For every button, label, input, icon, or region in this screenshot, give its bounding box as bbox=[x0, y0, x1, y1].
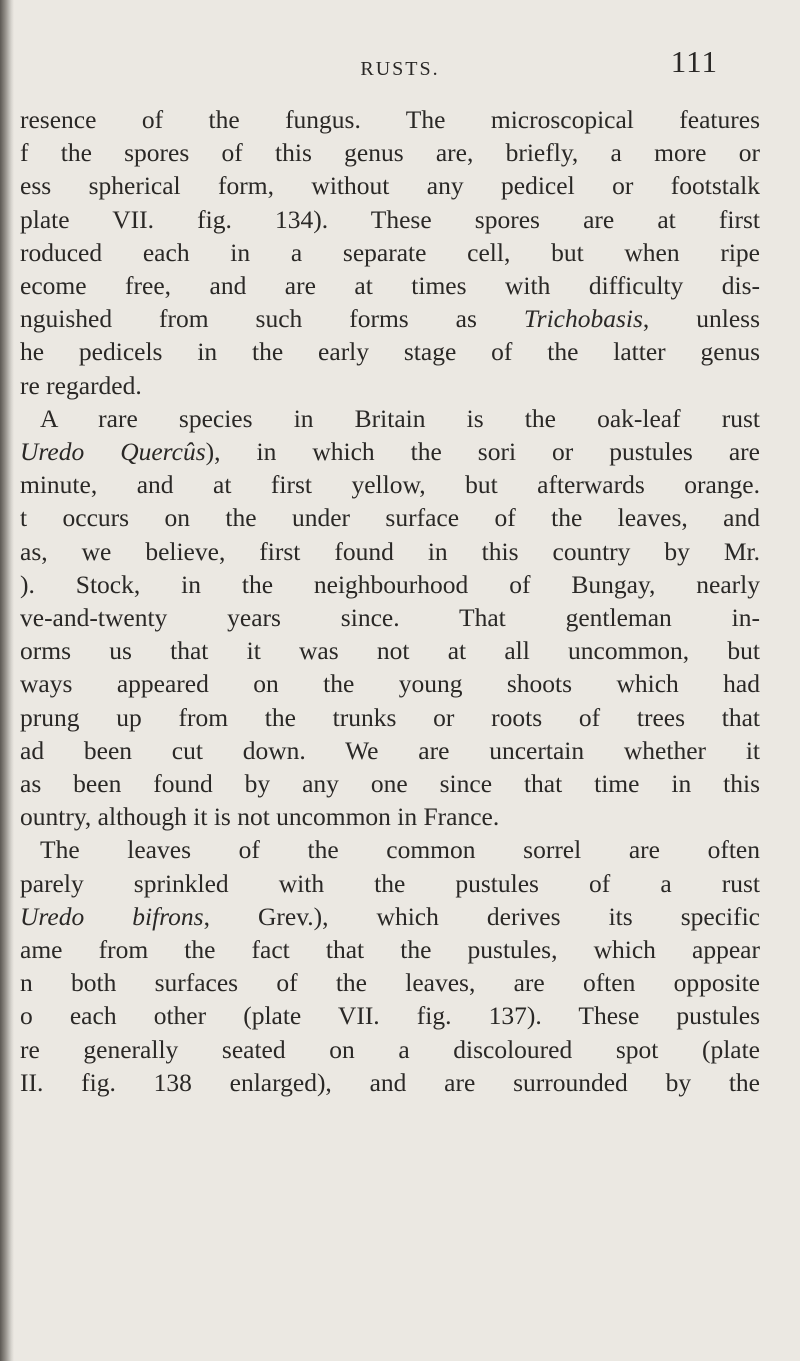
text-line: ). Stock, in the neighbourhood of Bungay, nearly bbox=[20, 569, 760, 599]
text-line: parely sprinkled with the pustules of a rust bbox=[20, 868, 760, 898]
text-line: he pedicels in the early stage of the latter genus bbox=[20, 337, 760, 367]
text-line: f the spores of this genus are, briefly, a more or bbox=[20, 138, 760, 168]
text-line: as been found by any one since that time in this bbox=[20, 769, 760, 799]
body-text bbox=[20, 103, 760, 1099]
text-line: plate VII. fig. 134). These spores are at first bbox=[20, 204, 760, 234]
text-line: as, we believe, first found in this country by Mr. bbox=[20, 536, 760, 566]
text-line: re generally seated on a discoloured spot (plate bbox=[20, 1034, 760, 1064]
text-line: ecome free, and are at times with difficulty dis- bbox=[20, 271, 760, 301]
text-line: minute, and at first yellow, but afterwards orange. bbox=[20, 470, 760, 500]
text-line: re regarded. bbox=[20, 370, 142, 400]
page-header bbox=[0, 44, 800, 90]
running-head: RUSTS. bbox=[360, 58, 440, 80]
text-line: ve-and-twenty years since. That gentleman in- bbox=[20, 603, 760, 633]
text-line: o each other (plate VII. fig. 137). These pustules bbox=[20, 1001, 760, 1031]
text-line: t occurs on the under surface of the leaves, and bbox=[20, 503, 760, 533]
text-line: orms us that it was not at all uncommon, but bbox=[20, 636, 760, 666]
text-line: ame from the fact that the pustules, which appear bbox=[20, 935, 760, 965]
text-line: resence of the fungus. The microscopical features bbox=[20, 105, 760, 134]
text-line: roduced each in a separate cell, but when ripe bbox=[20, 237, 760, 267]
text-line: ways appeared on the young shoots which had bbox=[20, 669, 760, 699]
text-line: prung up from the trunks or roots of trees that bbox=[20, 702, 760, 732]
text-line: ad been cut down. We are uncertain whether it bbox=[20, 735, 760, 765]
page-number: 111 bbox=[670, 44, 718, 79]
text-line: Uredo Quercûs), in which the sori or pustules are bbox=[20, 437, 760, 467]
species-name-italic: Uredo Quercûs bbox=[20, 437, 206, 467]
gutter-shadow bbox=[0, 0, 14, 1361]
text-line: Uredo bifrons, Grev.), which derives its specific bbox=[20, 901, 760, 931]
text-line: ess spherical form, without any pedicel or footstalk bbox=[20, 171, 760, 201]
text-line: The leaves of the common sorrel are often bbox=[40, 835, 760, 865]
genus-name-italic: Trichobasis bbox=[523, 304, 643, 334]
text-line: ountry, although it is not uncommon in France. bbox=[20, 802, 500, 832]
text-line: A rare species in Britain is the oak-leaf rust bbox=[40, 403, 760, 433]
text-line: II. fig. 138 enlarged), and are surrounded by the bbox=[20, 1067, 760, 1097]
species-name-italic: Uredo bifrons bbox=[20, 901, 204, 931]
text-line: n both surfaces of the leaves, are often opposite bbox=[20, 968, 760, 998]
text-line: nguished from such forms as Trichobasis, unless bbox=[20, 304, 760, 334]
